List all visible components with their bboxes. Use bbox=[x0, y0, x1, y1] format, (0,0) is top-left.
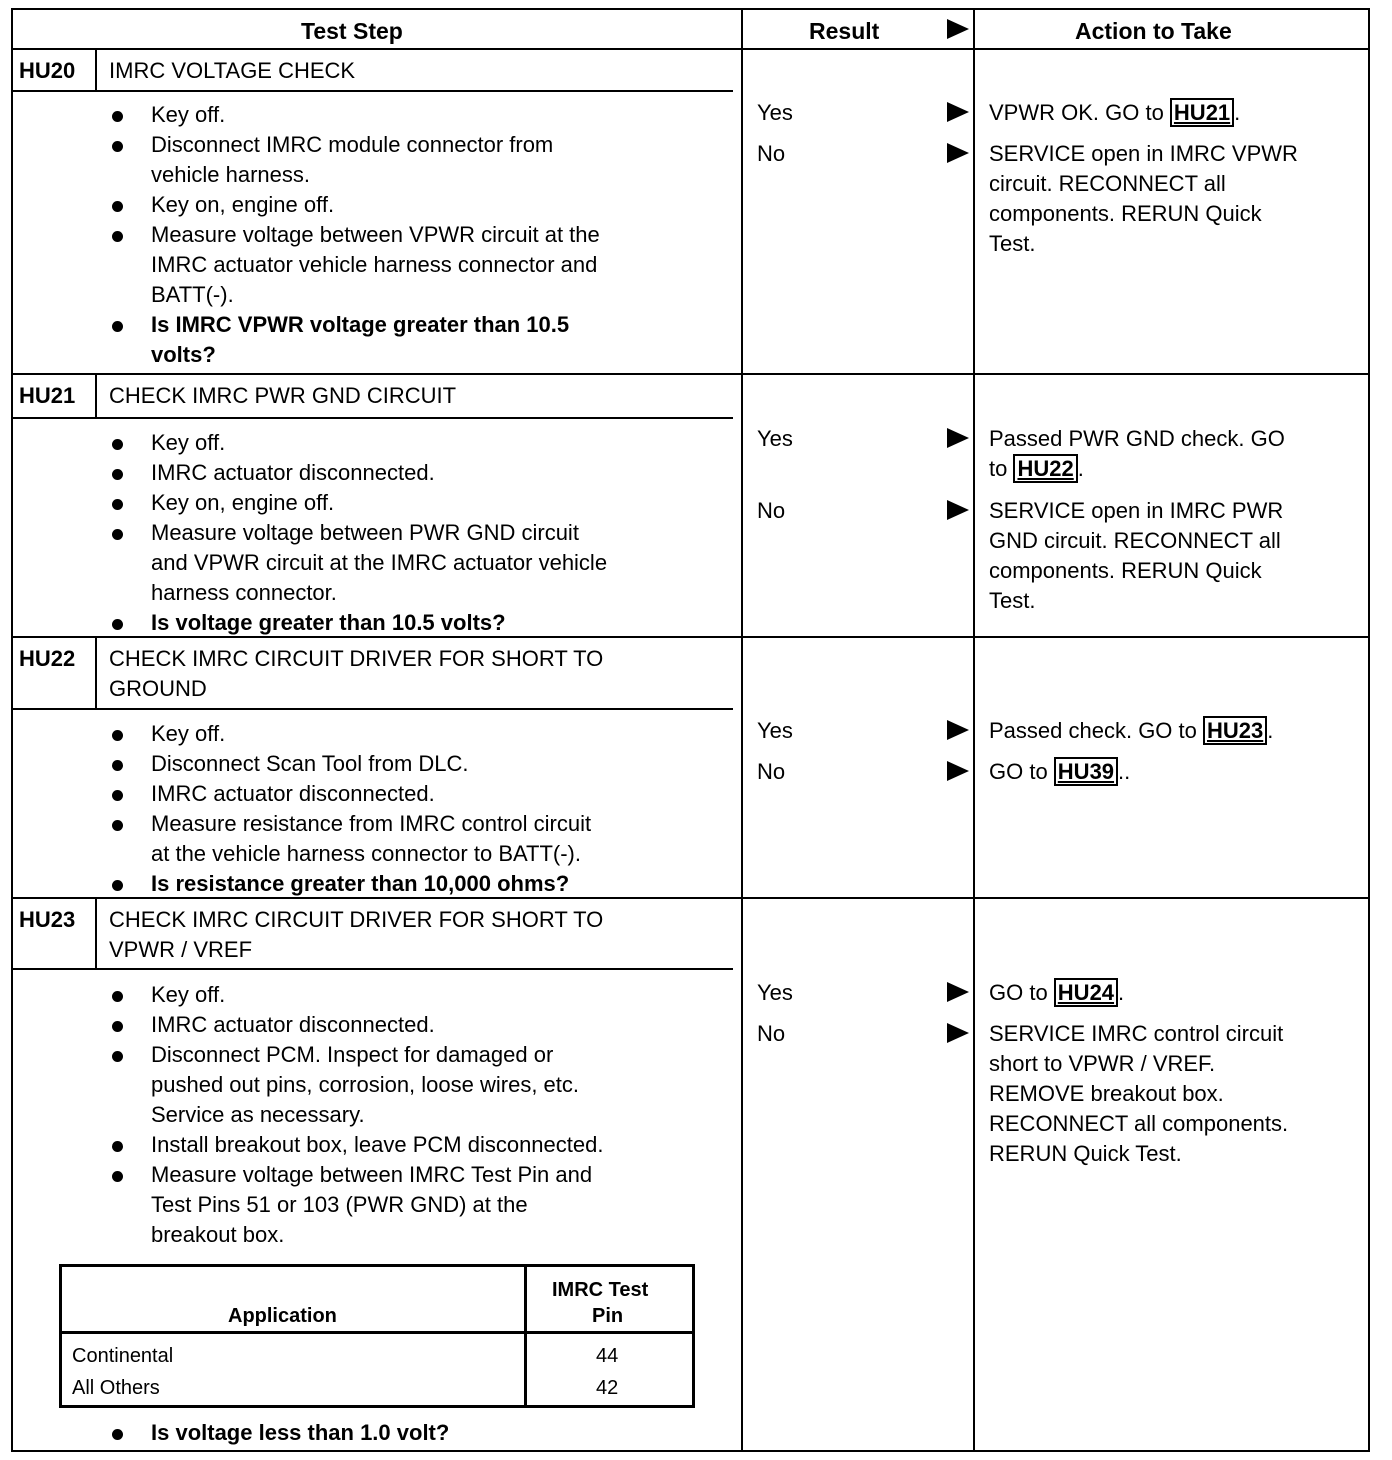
action-text-part: . bbox=[1234, 100, 1241, 125]
pin-table-divider bbox=[524, 1267, 527, 1405]
header-action: Action to Take bbox=[1075, 18, 1232, 44]
action-text-part: circuit. RECONNECT all bbox=[989, 171, 1226, 196]
step-id-divider bbox=[95, 375, 97, 417]
action-text bbox=[989, 586, 1035, 616]
step-question: Is voltage less than 1.0 volt? bbox=[151, 1420, 450, 1445]
action-text-part: . bbox=[1118, 980, 1125, 1005]
title-divider bbox=[13, 90, 733, 92]
action-text bbox=[989, 169, 1226, 199]
column-divider-action bbox=[973, 10, 975, 1450]
step-reference-link[interactable]: HU22 bbox=[1013, 454, 1077, 483]
step-instruction: Key off. bbox=[151, 102, 226, 127]
step-title: CHECK IMRC CIRCUIT DRIVER FOR SHORT TO bbox=[109, 907, 604, 932]
row-divider bbox=[13, 373, 1368, 375]
step-title: IMRC VOLTAGE CHECK bbox=[109, 58, 356, 83]
action-text-part: short to VPWR / VREF. bbox=[989, 1051, 1216, 1076]
step-reference-link[interactable]: HU21 bbox=[1170, 98, 1234, 127]
pin-table-application: All Others bbox=[72, 1377, 160, 1399]
step-id-divider bbox=[95, 638, 97, 708]
bullet-icon bbox=[112, 321, 123, 332]
step-instruction: Key off. bbox=[151, 982, 226, 1007]
step-instruction: Key on, engine off. bbox=[151, 192, 335, 217]
action-text-part: components. RERUN Quick bbox=[989, 201, 1262, 226]
title-divider bbox=[13, 708, 733, 710]
result-label: Yes bbox=[757, 718, 793, 743]
step-instruction: IMRC actuator disconnected. bbox=[151, 781, 435, 806]
action-text-part: GO to bbox=[989, 980, 1054, 1005]
step-instruction: Install breakout box, leave PCM disconnected. bbox=[151, 1132, 604, 1157]
result-arrow-icon bbox=[947, 500, 969, 520]
action-text bbox=[989, 229, 1035, 259]
step-instruction: Disconnect PCM. Inspect for damaged or bbox=[151, 1042, 554, 1067]
bullet-icon bbox=[112, 141, 123, 152]
step-instruction: pushed out pins, corrosion, loose wires, etc. bbox=[151, 1072, 580, 1097]
bullet-icon bbox=[112, 880, 123, 891]
bullet-icon bbox=[112, 1141, 123, 1152]
pin-table-header-pin: IMRC Test bbox=[552, 1279, 649, 1301]
result-arrow-icon bbox=[947, 143, 969, 163]
header-divider bbox=[13, 48, 1368, 50]
result-label: No bbox=[757, 498, 786, 523]
bullet-icon bbox=[112, 730, 123, 741]
step-reference-link[interactable]: HU23 bbox=[1203, 716, 1267, 745]
action-text-part: Test. bbox=[989, 588, 1036, 613]
step-reference-link[interactable]: HU39 bbox=[1054, 757, 1118, 786]
step-instruction: BATT(-). bbox=[151, 282, 234, 307]
action-text-part: SERVICE open in IMRC PWR bbox=[989, 498, 1284, 523]
action-text-part: REMOVE breakout box. bbox=[989, 1081, 1224, 1106]
action-text-part: GO to bbox=[989, 759, 1054, 784]
bullet-icon bbox=[112, 1429, 123, 1440]
pin-table bbox=[59, 1264, 695, 1408]
step-instruction: Is IMRC VPWR voltage greater than 10.5 bbox=[151, 312, 570, 337]
step-instruction: breakout box. bbox=[151, 1222, 285, 1247]
step-instruction: IMRC actuator disconnected. bbox=[151, 460, 435, 485]
step-instruction: Measure voltage between PWR GND circuit bbox=[151, 520, 579, 545]
result-label: Yes bbox=[757, 980, 793, 1005]
bullet-icon bbox=[112, 1051, 123, 1062]
step-instruction: Disconnect Scan Tool from DLC. bbox=[151, 751, 469, 776]
result-label: No bbox=[757, 1021, 786, 1046]
action-text bbox=[989, 716, 1273, 746]
step-instruction: Test Pins 51 or 103 (PWR GND) at the bbox=[151, 1192, 528, 1217]
result-arrow-icon bbox=[947, 761, 969, 781]
step-instruction: Key on, engine off. bbox=[151, 490, 335, 515]
pin-table-header-divider bbox=[62, 1331, 692, 1334]
action-text-part: Test. bbox=[989, 231, 1036, 256]
action-text-part: . bbox=[1077, 456, 1084, 481]
step-instruction: volts? bbox=[151, 342, 216, 367]
step-id: HU21 bbox=[19, 383, 76, 408]
step-id: HU22 bbox=[19, 646, 76, 671]
row-divider bbox=[13, 897, 1368, 899]
action-text-part: SERVICE open in IMRC VPWR bbox=[989, 141, 1298, 166]
step-title: CHECK IMRC CIRCUIT DRIVER FOR SHORT TO bbox=[109, 646, 604, 671]
action-text bbox=[989, 1079, 1224, 1109]
pin-table-pin: 42 bbox=[596, 1377, 619, 1399]
step-instruction: Key off. bbox=[151, 721, 226, 746]
step-instruction: Measure voltage between IMRC Test Pin and bbox=[151, 1162, 593, 1187]
title-divider bbox=[13, 417, 733, 419]
bullet-icon bbox=[112, 201, 123, 212]
action-text bbox=[989, 1109, 1288, 1139]
result-arrow-icon bbox=[947, 1023, 969, 1043]
action-text bbox=[989, 1019, 1283, 1049]
action-text bbox=[989, 1139, 1182, 1169]
step-instruction: harness connector. bbox=[151, 580, 337, 605]
pin-table-application: Continental bbox=[72, 1345, 174, 1367]
diagnostic-table bbox=[11, 8, 1370, 1452]
bullet-icon bbox=[112, 790, 123, 801]
action-text-part: . bbox=[1267, 718, 1274, 743]
step-title: GROUND bbox=[109, 676, 207, 701]
action-text bbox=[989, 526, 1281, 556]
result-label: No bbox=[757, 141, 786, 166]
action-text bbox=[989, 454, 1084, 484]
action-text bbox=[989, 199, 1262, 229]
result-label: Yes bbox=[757, 100, 793, 125]
bullet-icon bbox=[112, 820, 123, 831]
pin-table-pin: 44 bbox=[596, 1345, 619, 1367]
step-id-divider bbox=[95, 50, 97, 90]
action-text-part: Passed PWR GND check. GO bbox=[989, 426, 1285, 451]
action-text-part: GND circuit. RECONNECT all bbox=[989, 528, 1281, 553]
column-divider-result bbox=[741, 10, 743, 1450]
bullet-icon bbox=[112, 439, 123, 450]
action-text-part: RERUN Quick Test. bbox=[989, 1141, 1182, 1166]
step-instruction: Key off. bbox=[151, 430, 226, 455]
action-text bbox=[989, 139, 1298, 169]
action-text-part: components. RERUN Quick bbox=[989, 558, 1262, 583]
action-text-part: .. bbox=[1118, 759, 1131, 784]
action-text-part: VPWR OK. GO to bbox=[989, 100, 1170, 125]
step-reference-link[interactable]: HU24 bbox=[1054, 978, 1118, 1007]
action-text bbox=[989, 496, 1283, 526]
step-title: CHECK IMRC PWR GND CIRCUIT bbox=[109, 383, 457, 408]
step-id: HU20 bbox=[19, 58, 76, 83]
header-arrow-icon bbox=[947, 19, 969, 39]
bullet-icon bbox=[112, 499, 123, 510]
action-text-part: SERVICE IMRC control circuit bbox=[989, 1021, 1284, 1046]
action-text-part: to bbox=[989, 456, 1014, 481]
bullet-icon bbox=[112, 469, 123, 480]
step-instruction: IMRC actuator disconnected. bbox=[151, 1012, 435, 1037]
row-divider bbox=[13, 636, 1368, 638]
bullet-icon bbox=[112, 111, 123, 122]
step-title: VPWR / VREF bbox=[109, 937, 253, 962]
step-instruction: Measure resistance from IMRC control circuit bbox=[151, 811, 592, 836]
step-id: HU23 bbox=[19, 907, 76, 932]
step-instruction: vehicle harness. bbox=[151, 162, 310, 187]
bullet-icon bbox=[112, 991, 123, 1002]
step-instruction: at the vehicle harness connector to BATT(-). bbox=[151, 841, 581, 866]
step-instruction: IMRC actuator vehicle harness connector and bbox=[151, 252, 598, 277]
step-instruction: Measure voltage between VPWR circuit at the bbox=[151, 222, 600, 247]
pin-table-header-application: Application bbox=[228, 1305, 337, 1327]
bullet-icon bbox=[112, 619, 123, 630]
action-text bbox=[989, 556, 1262, 586]
header-result: Result bbox=[809, 18, 880, 44]
action-text bbox=[989, 978, 1124, 1008]
action-text bbox=[989, 1049, 1215, 1079]
bullet-icon bbox=[112, 1021, 123, 1032]
pin-table-header-pin: Pin bbox=[592, 1305, 624, 1327]
result-label: Yes bbox=[757, 426, 793, 451]
step-instruction: Service as necessary. bbox=[151, 1102, 365, 1127]
action-text-part: Passed check. GO to bbox=[989, 718, 1203, 743]
step-id-divider bbox=[95, 899, 97, 968]
step-instruction: Is voltage greater than 10.5 volts? bbox=[151, 610, 506, 635]
title-divider bbox=[13, 968, 733, 970]
bullet-icon bbox=[112, 529, 123, 540]
result-arrow-icon bbox=[947, 720, 969, 740]
bullet-icon bbox=[112, 760, 123, 771]
step-instruction: Is resistance greater than 10,000 ohms? bbox=[151, 871, 570, 896]
action-text-part: RECONNECT all components. bbox=[989, 1111, 1289, 1136]
bullet-icon bbox=[112, 1171, 123, 1182]
action-text bbox=[989, 424, 1285, 454]
action-text bbox=[989, 98, 1240, 128]
result-label: No bbox=[757, 759, 786, 784]
bullet-icon bbox=[112, 231, 123, 242]
header-test-step: Test Step bbox=[301, 18, 403, 44]
result-arrow-icon bbox=[947, 982, 969, 1002]
action-text bbox=[989, 757, 1130, 787]
step-instruction: and VPWR circuit at the IMRC actuator vehicle bbox=[151, 550, 608, 575]
step-instruction: Disconnect IMRC module connector from bbox=[151, 132, 554, 157]
result-arrow-icon bbox=[947, 102, 969, 122]
result-arrow-icon bbox=[947, 428, 969, 448]
